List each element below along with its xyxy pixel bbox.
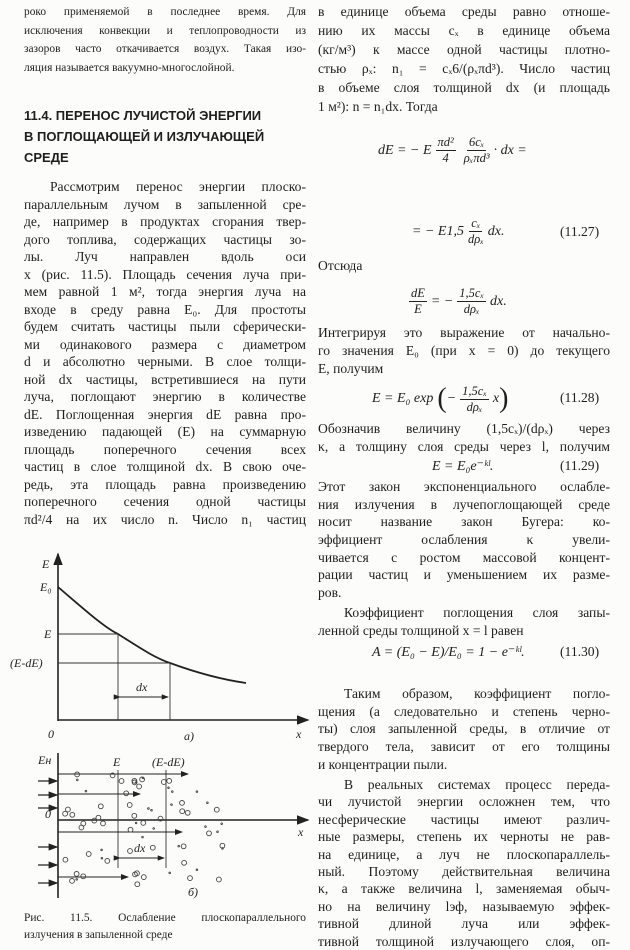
dust-particle — [196, 791, 198, 793]
dust-particle — [168, 787, 170, 789]
formula-de — [378, 135, 527, 166]
dust-particle — [153, 828, 155, 830]
e0-label: E₀ — [40, 580, 52, 594]
dust-particle — [86, 852, 91, 857]
formula-part: = − — [430, 293, 454, 309]
dx-label: dx — [134, 841, 146, 855]
equation-number: (11.27) — [560, 224, 600, 239]
text-line: редь, эта площадь равна произведению — [24, 476, 306, 492]
formula-part: E = E₀e⁻ᵏˡ. — [432, 459, 494, 474]
text-line: Рассмотрим перенос энергии плоско- — [50, 179, 306, 194]
dust-particle — [185, 810, 190, 815]
dust-particle — [150, 845, 155, 850]
equation-number: (11.28) — [560, 390, 600, 405]
e-minus-de-label: (E-dE) — [10, 656, 43, 670]
text-line: входе в среду равна E₀. Для простоты — [24, 301, 306, 317]
text-line: площадь поперечного сечения всех — [24, 441, 306, 457]
text-line: носит название закон Бугера: ко- — [318, 514, 610, 530]
text-line: d и абсолютно черными. В слое толщи- — [24, 354, 306, 369]
figure-11-5-a — [0, 550, 315, 746]
fraction — [464, 135, 490, 166]
numerator: 6cₓ — [468, 135, 485, 149]
dust-particle — [188, 876, 193, 881]
dust-particle — [196, 869, 198, 871]
dust-particle — [148, 808, 150, 810]
right-paragraph-absorption — [318, 604, 610, 639]
origin-label: 0 — [45, 807, 51, 821]
right-paragraph-bouguer — [318, 478, 610, 602]
formula-part: E = E₀ exp — [372, 391, 434, 406]
text-line: на единице, а луч не плоскопараллель- — [318, 846, 610, 862]
dust-particle — [85, 790, 87, 792]
e-label: E — [113, 755, 121, 769]
section-heading — [24, 105, 264, 168]
equation-number: (11.30) — [560, 644, 600, 659]
text-line: (кг/м³) к массе одной частицы плотно- — [318, 42, 610, 57]
fraction — [460, 384, 489, 415]
y-axis-label: E — [42, 557, 50, 571]
formula-part: = − E1,5 — [412, 223, 464, 239]
dust-particle — [180, 801, 185, 806]
dust-particle — [128, 849, 133, 854]
paren: ) — [499, 383, 509, 414]
dust-particle — [207, 831, 212, 836]
dust-particle — [181, 844, 186, 849]
heading-line: 11.4. ПЕРЕНОС ЛУЧИСТОЙ ЭНЕРГИИ — [24, 108, 262, 123]
denominator: 4 — [442, 151, 449, 165]
text-line: го значения E₀ (при x = 0) до текущего — [318, 343, 610, 358]
numerator: 1,5cₓ — [462, 383, 487, 398]
text-line: ми одинакового размера с диаметром — [24, 336, 306, 352]
text-line: Таким образом, коэффициент погло- — [344, 686, 610, 701]
dust-particle — [70, 879, 75, 884]
text-line: πd²/4 на их число n. Число n₁ частиц — [24, 511, 306, 527]
dust-particle — [74, 872, 79, 877]
numerator: 1,5cₓ — [459, 286, 485, 300]
text-line: изведению падающей (E) на суммарную — [24, 424, 306, 439]
text-line: исключения конвекции и теплопроводности из — [24, 24, 306, 37]
text-line: частиц в слое толщиной dx. В свою оче- — [24, 459, 306, 474]
dust-particle — [119, 779, 124, 784]
text-line: 1 м²): n = n₁dx. Тогда — [318, 99, 438, 114]
intro-paragraph — [24, 3, 306, 77]
x-axis-label: x — [298, 825, 304, 839]
fraction — [468, 216, 484, 247]
text-line: роко применяемой в последнее время. Для — [24, 6, 306, 18]
formula-part: · dx = — [493, 142, 527, 158]
dust-particle — [101, 849, 103, 851]
text-line: ния излучения в лучепоглощающей среде — [318, 496, 610, 512]
right-paragraph-1 — [318, 2, 610, 116]
text-line: ров. — [318, 585, 342, 601]
dust-particle — [221, 823, 223, 825]
text-line: щения (а следовательно и степень черно- — [318, 703, 610, 719]
dust-particle — [135, 822, 137, 824]
text-line: ные размеры, степень их черноты не рав- — [318, 829, 610, 845]
dust-particle — [141, 875, 146, 880]
dust-particle — [178, 845, 180, 847]
panel-label: а) — [184, 729, 194, 743]
text-line: параллельным лучом в запыленной сре- — [24, 196, 306, 212]
text-line: Коэффициент поглощения слоя запы- — [344, 605, 610, 620]
figure-caption — [24, 910, 306, 944]
heading-line: В ПОГЛОЩАЮЩЕЙ И ИЗЛУЧАЮЩЕЙ — [24, 129, 265, 144]
dust-particle — [79, 825, 84, 830]
dust-particle — [127, 803, 132, 808]
dust-particle — [141, 821, 146, 826]
formula-de-over-e — [405, 286, 507, 317]
fraction — [409, 286, 427, 317]
dust-particle — [63, 811, 68, 816]
text-line: чи лучистой энергии осложнен тем, что — [318, 794, 610, 810]
text-line: ты) слоя запыленной среды, в отличие от — [318, 721, 610, 737]
numerator: dE — [411, 286, 425, 300]
text-line: в объеме слоя толщиной dx (и площадь — [318, 80, 610, 95]
text-line: в единице объема среды равно отноше- — [318, 4, 610, 19]
text-line: Обозначив величину (1,5cₓ)/(dρₓ) через — [318, 421, 610, 436]
text-line: будем считать частицы пыли сферически- — [24, 319, 306, 334]
right-paragraph-2 — [318, 324, 610, 378]
formula-part: dx. — [490, 293, 507, 309]
dust-particle — [171, 804, 173, 806]
dust-particle — [169, 872, 171, 874]
right-paragraph-3 — [318, 420, 610, 456]
text-line: стью ρₓ: n₁ = cₓ6/(ρₓπd³). Число частиц — [318, 61, 610, 76]
formula-11-29 — [432, 458, 493, 475]
heading-line: СРЕДЕ — [24, 150, 69, 165]
caption-line: Рис. 11.5. Ослабление плоскопараллельного — [24, 912, 306, 924]
numerator: cₓ — [471, 216, 481, 230]
text-line: нию их массы cₓ в единице объема — [318, 23, 610, 38]
dust-particle — [217, 831, 219, 833]
fraction — [436, 135, 456, 166]
text-line: κ, а толщину слоя среды через l, получим — [318, 439, 610, 454]
e-label: E — [44, 627, 52, 641]
text-line: де, например в продуктах сгорания твер- — [24, 214, 306, 229]
formula-part: dE = − E — [378, 142, 432, 158]
formula-11-28 — [372, 380, 508, 418]
text-line: твердого тела, зависит от его толщины — [318, 739, 610, 755]
text-line: зазоров часто откачивается воздух. Такая изо- — [24, 43, 306, 55]
dust-particle — [101, 857, 103, 859]
right-paragraph-real-systems — [318, 776, 610, 950]
text-line: поперечного сечения одной частицы — [24, 494, 306, 509]
right-paragraph-conclusion — [318, 685, 610, 773]
attenuation-curve — [58, 587, 246, 683]
formula-11-30 — [372, 644, 525, 661]
dust-particle — [77, 779, 79, 781]
text-line: Этот закон экспоненциального ослабле- — [318, 479, 610, 494]
dust-particle — [81, 874, 86, 879]
formula-11-27 — [412, 216, 504, 247]
dust-particle — [214, 807, 219, 812]
y-axis-label: Eн — [38, 753, 52, 767]
text-line: κ, а также величина l, заменяемая обыч- — [318, 881, 610, 897]
text-line: тивной толщиной излучающего слоя, оп- — [318, 933, 610, 949]
text-line: несферические частицы имеют различ- — [318, 811, 610, 827]
text-line: ный. Поэтому действительная величина — [318, 863, 610, 879]
dust-particle — [76, 879, 78, 881]
text-line: чивается с ростом массовой концент- — [318, 549, 610, 565]
dx-label: dx — [136, 680, 148, 694]
penetrating-rays — [58, 774, 188, 877]
dust-particle — [137, 784, 142, 789]
text-line: ляция называется вакуумно-многослойной. — [24, 61, 235, 74]
dust-particle — [124, 791, 129, 796]
dust-particle — [205, 826, 207, 828]
formula-part: A = (E₀ − E)/E₀ = 1 − e⁻ᵏˡ. — [372, 645, 525, 660]
text-line: луча, поглощают энергию в количестве — [24, 389, 306, 404]
text-line: ной dx частицы, встретившиеся на пути — [24, 371, 306, 387]
fraction — [457, 286, 486, 317]
x-axis-label: x — [296, 727, 302, 741]
text-line: E, получим — [318, 361, 384, 376]
denominator: dρₓ — [463, 302, 480, 316]
dust-particle — [182, 860, 187, 865]
dust-particle — [128, 827, 133, 832]
text-line: дого топлива, содержащих частицы зо- — [24, 231, 306, 247]
formula-part: x — [492, 391, 500, 406]
dust-particle — [151, 810, 153, 812]
equation-number: (11.29) — [560, 458, 600, 473]
dust-particle — [135, 882, 140, 887]
text-line: ленной среды толщиной x = l равен — [318, 622, 524, 638]
dust-particle — [217, 877, 222, 882]
numerator: πd² — [437, 135, 454, 149]
dust-particle — [105, 859, 110, 864]
dust-particle — [132, 813, 137, 818]
panel-label: б) — [188, 885, 199, 899]
dust-particle — [98, 804, 103, 809]
origin-label: 0 — [48, 727, 54, 741]
text-line: эффициент ослабления κ увели- — [318, 532, 610, 548]
formula-part: dx. — [487, 223, 505, 239]
dust-particle — [180, 809, 185, 814]
left-body-text — [24, 178, 306, 528]
text-line: x (рис. 11.5). Площадь сечения луча при- — [24, 266, 306, 282]
text-line: Отсюда — [318, 258, 363, 273]
text-line: тивной длиной луча или эффек- — [318, 916, 610, 932]
dust-particles — [63, 772, 225, 887]
dust-particle — [101, 821, 106, 826]
dust-particle — [70, 812, 75, 817]
denominator: dρₓ — [466, 399, 483, 414]
text-line: В реальных системах процесс переда- — [344, 777, 610, 792]
dust-particle — [207, 802, 209, 804]
dust-particle — [167, 779, 172, 784]
dust-particle — [172, 791, 174, 793]
text-line: Интегрируя это выражение от начально- — [318, 325, 610, 340]
formula-part: − — [446, 391, 457, 406]
e-minus-de-label: (E-dE) — [152, 755, 185, 769]
text-line: рации частиц и уменьшением их разме- — [318, 567, 610, 583]
denominator: ρₓπd³ — [463, 151, 490, 165]
text-line: и концентрации пыли. — [318, 756, 448, 772]
text-line: лы. Луч направлен вдоль оси — [24, 249, 306, 264]
paren: ( — [437, 383, 447, 414]
figure-11-5-b — [0, 748, 315, 908]
denominator: dρₓ — [467, 232, 484, 246]
text-line: но на величину lэф, называемую эффек- — [318, 898, 610, 914]
incident-rays — [38, 781, 57, 883]
dust-particle — [161, 780, 166, 785]
denominator: E — [414, 302, 422, 316]
text-line: мем равной 1 м², тогда энергия луча на — [24, 284, 306, 299]
text-line: dE. Поглощенная энергия dE равна про- — [24, 406, 306, 422]
caption-line: излучения в запыленной среде — [24, 929, 173, 941]
dust-particle — [63, 857, 68, 862]
dust-particle — [142, 836, 144, 838]
